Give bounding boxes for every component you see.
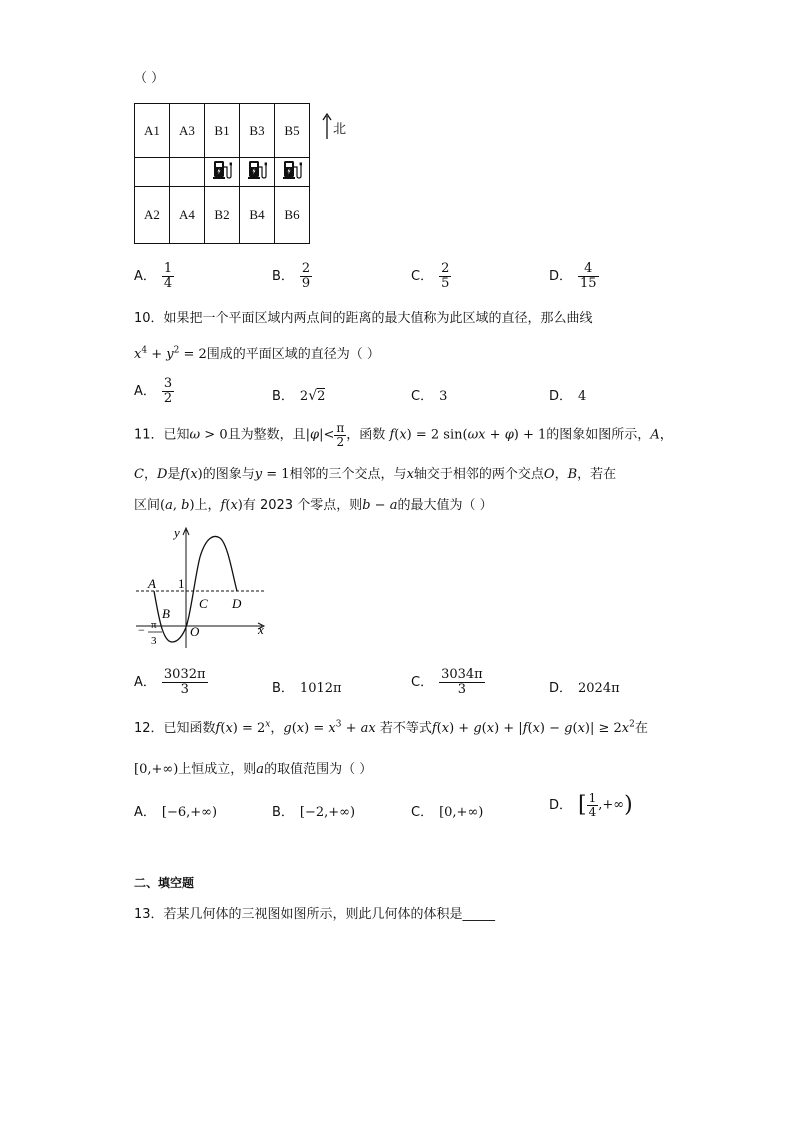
grid-cell: A2: [135, 187, 170, 244]
grid-cell: A3: [170, 104, 205, 158]
graph-label-one: 1: [178, 576, 185, 591]
graph-label-neg: −: [138, 623, 145, 637]
q10-line2: $x^4 + y^2 = 2$围成的平面区域的直径为（ ）: [134, 345, 380, 362]
grid-cell-charger: [275, 158, 310, 187]
q10-option-d: D． 4: [549, 389, 587, 404]
grid-cell-empty: [135, 158, 170, 187]
q11-option-b: B． 1012π: [272, 681, 342, 696]
graph-label-three: 3: [151, 635, 157, 647]
q9-answer-paren: （ ）: [134, 71, 165, 86]
graph-label-b: B: [162, 606, 170, 621]
q11-option-c: C． $\frac{3034\pi}{3}$: [411, 667, 483, 697]
q12-option-a: A． [−6,+∞): [134, 805, 218, 820]
graph-label-pi: π: [151, 619, 157, 631]
q10-option-a: A． $\frac{3}{2}$: [134, 376, 173, 406]
grid-cell: B2: [205, 187, 240, 244]
grid-cell: B1: [205, 104, 240, 158]
parking-grid: [134, 103, 310, 244]
grid-cell: A1: [135, 104, 170, 158]
q11-line3: 区间(a, b)上，f(x)有 2023 个零点，则b − a的最大值为（ ）: [134, 498, 493, 513]
q9-option-a: A． $\frac{1}{4}$: [134, 261, 173, 291]
q9-option-b: B． $\frac{2}{9}$: [272, 261, 311, 291]
ev-charger-icon: [212, 159, 232, 181]
graph-label-y: y: [174, 525, 180, 540]
q11-option-a: A． $\frac{3032\pi}{3}$: [134, 667, 206, 697]
north-arrow-icon: [320, 112, 334, 140]
q10-line1: 10．如果把一个平面区域内两点间的距离的最大值称为此区域的直径，那么曲线: [134, 311, 593, 326]
ev-charger-icon: [282, 159, 302, 181]
graph-label-o: O: [190, 624, 200, 639]
grid-cell: B5: [275, 104, 310, 158]
section-heading-fill-in: 二、填空题: [134, 876, 195, 890]
grid-cell: B6: [275, 187, 310, 244]
north-label: 北: [333, 122, 347, 137]
q11-line1: 11．已知ω > 0且为整数，且|φ|< $\frac{\pi}{2}$ ，函数 f(x) = 2 sin(ωx + φ) + 1的图象如图所示，A，: [134, 421, 673, 449]
graph-label-x: x: [258, 622, 264, 637]
graph-label-c: C: [199, 596, 208, 611]
grid-cell: A4: [170, 187, 205, 244]
grid-cell: B3: [240, 104, 275, 158]
q13-text: 13．若某几何体的三视图如图所示，则此几何体的体积是_____: [134, 907, 496, 922]
q10-option-b: B． 2√2: [272, 388, 326, 404]
grid-cell: B4: [240, 187, 275, 244]
ev-charger-icon: [247, 159, 267, 181]
q12-option-b: B． [−2,+∞): [272, 805, 356, 820]
q12-line1: 12．已知函数$f(x) = 2^x$，$g(x) = x^3$ + ax 若不等式$f(x) + g(x) + |f(x) - g(x)| \ge 2x^2$在: [134, 719, 648, 736]
q12-option-c: C． [0,+∞): [411, 805, 484, 820]
graph-label-a: A: [148, 576, 156, 591]
grid-cell-charger: [240, 158, 275, 187]
q11-graph: [134, 522, 274, 652]
graph-label-d: D: [232, 596, 242, 611]
q11-option-d: D． 2024π: [549, 681, 620, 696]
grid-cell-empty: [170, 158, 205, 187]
q9-option-c: C． $\frac{2}{5}$: [411, 261, 450, 291]
q11-line2: C，D是f(x)的图象与y = 1相邻的三个交点，与x轴交于相邻的两个交点O，B，若在: [134, 467, 617, 482]
q12-option-d: D． [ $\frac{1}{4}$ ,+∞): [549, 791, 633, 819]
q9-option-d: D． $\frac{4}{15}$: [549, 261, 597, 291]
grid-cell-charger: [205, 158, 240, 187]
q10-option-c: C． 3: [411, 389, 448, 404]
q12-line2: [0,+∞)上恒成立，则a的取值范围为（ ）: [134, 762, 373, 777]
